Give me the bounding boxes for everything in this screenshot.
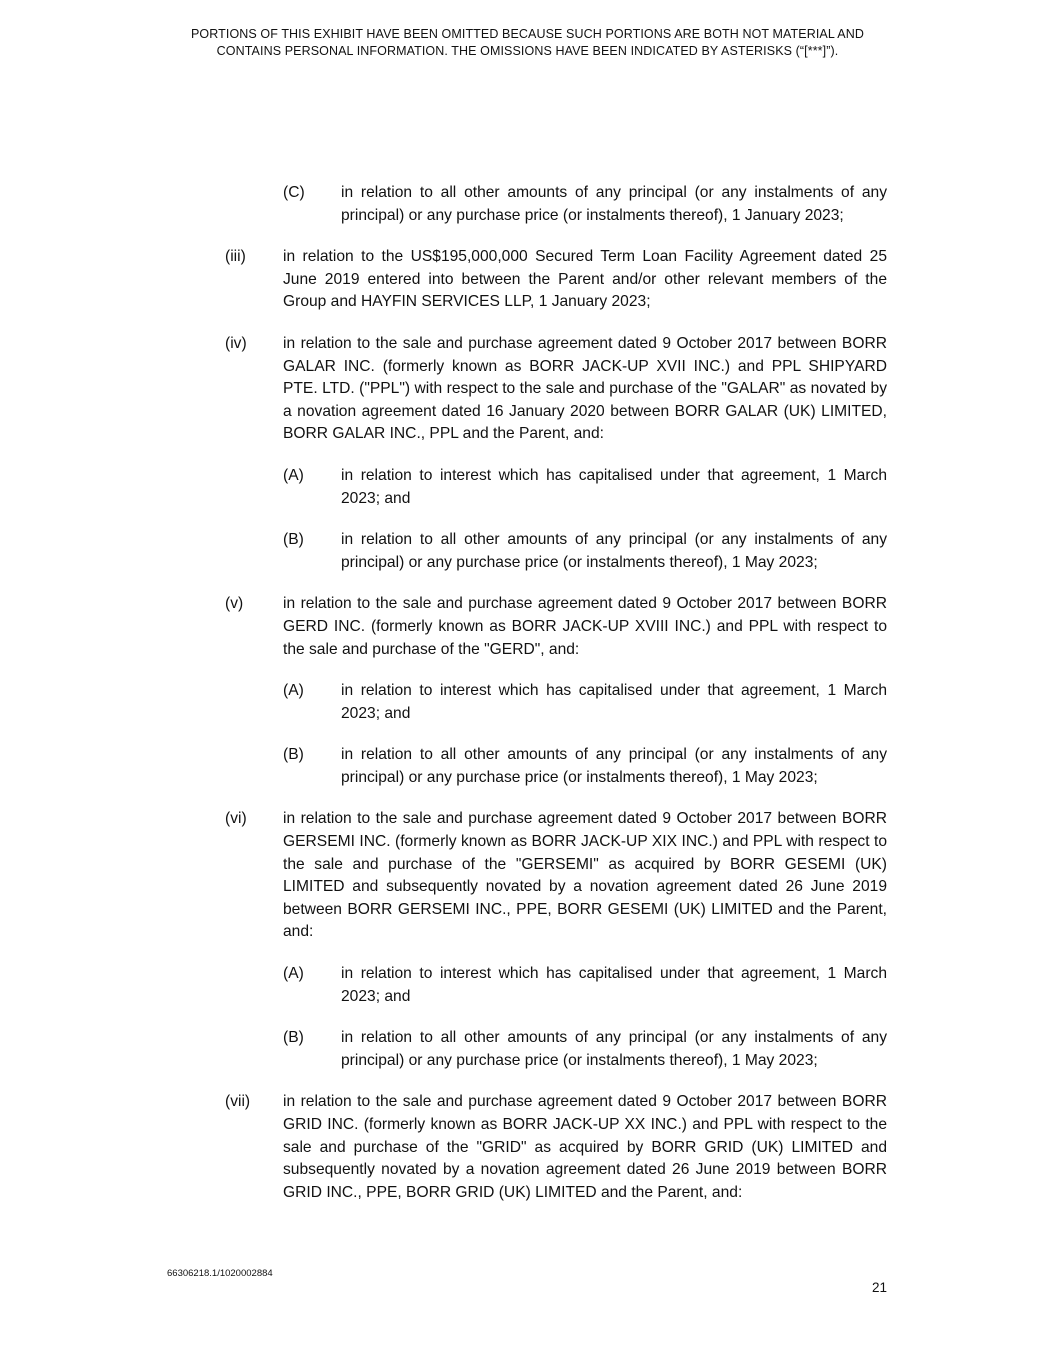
clause-number: (iii)	[225, 248, 246, 266]
header-line-1: PORTIONS OF THIS EXHIBIT HAVE BEEN OMITTED BECAUSE SUCH PORTIONS ARE BOTH NOT MATERIAL AND	[190, 27, 864, 41]
clause-text: in relation to interest which has capitalised under that agreement, 1 March 2023; and	[341, 466, 887, 507]
clause-number: (iv)	[225, 334, 247, 352]
clause-text: in relation to the US$195,000,000 Secured Term Loan Facility Agreement dated 25 June 2019 entered into between the Parent and/or other relevant members of the Group and HAYFIN SERVICES LLP, 1 January 2023;	[283, 248, 887, 311]
clause-item	[225, 246, 887, 314]
clause-number: (v)	[225, 595, 244, 613]
page-number: 21	[871, 1280, 887, 1295]
sub-clause-item	[283, 680, 887, 725]
clause-item	[225, 808, 887, 944]
page-header-notice	[140, 26, 915, 60]
clause-text: in relation to the sale and purchase agreement dated 9 October 2017 between BORR GERSEMI INC. (formerly known as BORR JACK-UP XIX INC.) and PPL with respect to the sale and purchase of the "GERSEMI" as acquired by BORR GESEMI (UK) LIMITED and subsequently novated by a novation agreement dated 26 June 2019 between BORR GERSEMI INC., PPE, BORR GESEMI (UK) LIMITED and the Parent, and:	[283, 810, 887, 941]
sub-clause-item	[283, 1027, 887, 1072]
clause-number: (A)	[283, 466, 304, 484]
clause-text: in relation to all other amounts of any principal (or any instalments of any principal) or any purchase price (or instalments thereof), 1 May 2023;	[341, 531, 887, 571]
clause-text: in relation to the sale and purchase agreement dated 9 October 2017 between BORR GERD INC. (formerly known as BORR JACK-UP XVIII INC.) and PPL with respect to the sale and purchase of the "GERD", and:	[283, 595, 887, 658]
header-line-2: CONTAINS PERSONAL INFORMATION. THE OMISSIONS HAVE BEEN INDICATED BY ASTERISKS (“[***]”).	[216, 44, 839, 58]
clause-text: in relation to all other amounts of any principal (or any instalments of any principal) or any purchase price (or instalments thereof), 1 January 2023;	[341, 184, 887, 224]
sub-clause-item	[283, 963, 887, 1008]
clause-number: (vii)	[225, 1093, 251, 1111]
clause-item	[225, 333, 887, 446]
clause-item	[225, 1091, 887, 1204]
clause-text: in relation to interest which has capitalised under that agreement, 1 March 2023; and	[341, 682, 887, 722]
clause-number: (A)	[283, 682, 304, 700]
clause-number: (vi)	[225, 810, 247, 828]
clause-number: (B)	[283, 531, 304, 549]
sub-clause-item	[283, 744, 887, 789]
clause-number: (B)	[283, 1029, 304, 1047]
clause-number: (C)	[283, 184, 305, 201]
clause-text: in relation to the sale and purchase agreement dated 9 October 2017 between BORR GRID INC. (formerly known as BORR JACK-UP XX INC.) and PPL with respect to the sale and purchase of the "GRID" as acquired by BORR GRID (UK) LIMITED and subsequently novated by a novation agreement dated 26 June 2019 between BORR GRID INC., PPE, BORR GRID (UK) LIMITED and the Parent, and:	[283, 1093, 887, 1201]
clause-text: in relation to all other amounts of any principal (or any instalments of any principal) or any purchase price (or instalments thereof), 1 May 2023;	[341, 1029, 887, 1069]
clause-item	[225, 593, 887, 661]
sub-clause-item	[283, 465, 887, 510]
clause-text: in relation to the sale and purchase agreement dated 9 October 2017 between BORR GALAR INC. (formerly known as BORR JACK-UP XVII INC.) and PPL SHIPYARD PTE. LTD. ("PPL") with respect to the sale and purchase of the "GALAR" as novated by a novation agreement dated 16 January 2020 between BORR GALAR (UK) LIMITED, BORR GALAR INC., PPL and the Parent, and:	[283, 334, 887, 443]
clause-text: in relation to all other amounts of any principal (or any instalments of any principal) or any purchase price (or instalments thereof), 1 May 2023;	[341, 746, 887, 786]
clause-item	[283, 182, 887, 227]
document-reference: 66306218.1/1020002884	[167, 1268, 273, 1279]
sub-clause-item	[283, 529, 887, 574]
clause-number: (A)	[283, 965, 304, 983]
document-body	[0, 182, 1055, 1223]
clause-number: (B)	[283, 746, 304, 764]
clause-text: in relation to interest which has capitalised under that agreement, 1 March 2023; and	[341, 965, 887, 1005]
